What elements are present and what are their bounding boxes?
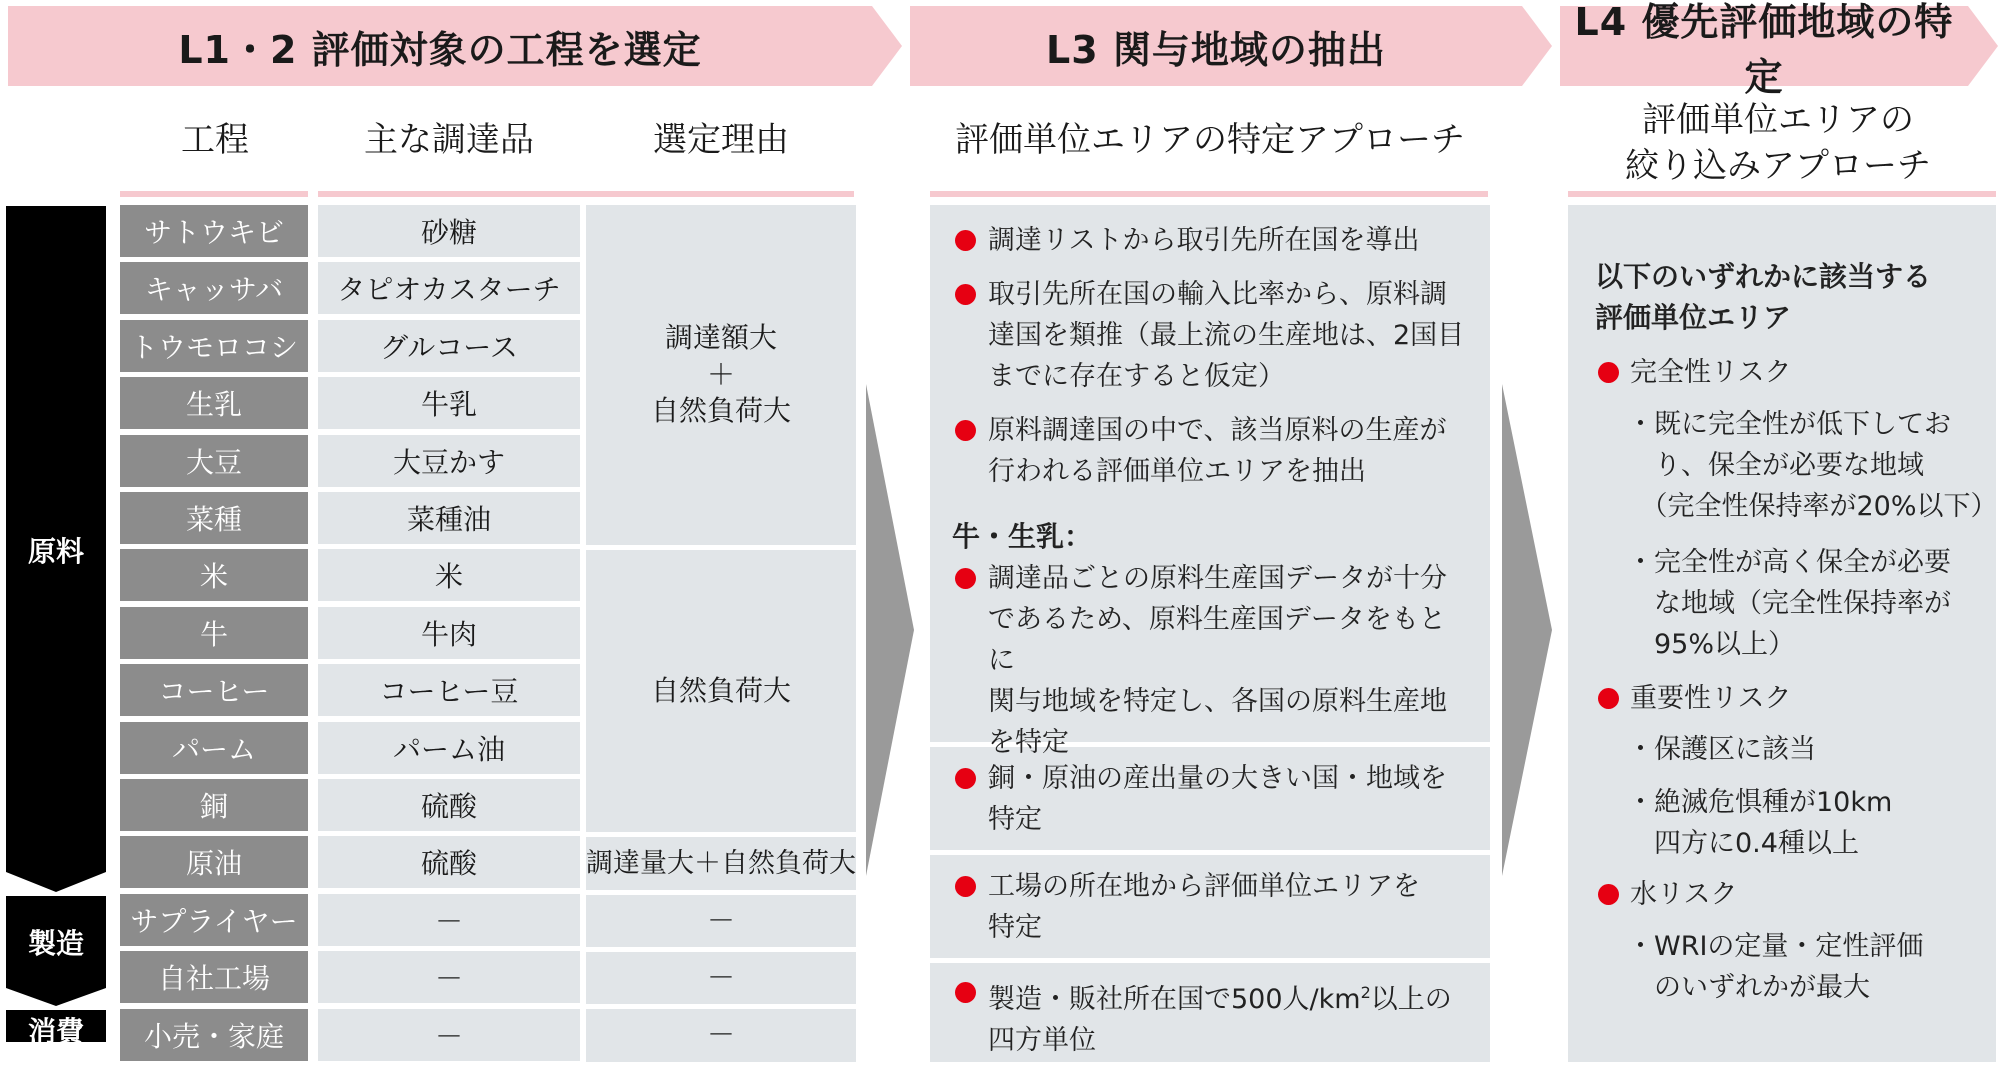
l3-bullet-7-line2: 四方単位 [988,1025,1096,1056]
l3-bullet-7-sup: 2 [1360,983,1371,1002]
stage-title-l12: L1・2 評価対象の工程を選定 [178,27,702,72]
bullet-icon [955,768,976,789]
category-label-raw: 原料 [27,535,84,568]
item-cell: 米 [318,549,580,601]
item-cell: － [318,1009,580,1061]
header-reason: 選定理由 [653,120,789,161]
l4-risk-integrity-b: ・完全性が高く保全が必要 な地域（完全性保持率が 95%以上） [1627,547,1951,660]
reason-cell-group3: 調達量大＋自然負荷大 [586,837,856,890]
l4-risk-water-a: ・WRIの定量・定性評価 のいずれかが最大 [1627,931,1924,1003]
header-l4-line1: 評価単位エリアの [1642,100,1914,140]
bullet-icon [955,230,976,251]
bullet-icon [1598,688,1619,709]
flow-arrow-2 [1498,380,1558,900]
process-cell: コーヒー [120,664,308,716]
l4-intro: 以下のいずれかに該当する 評価単位エリア [1595,260,1932,334]
stage-title-l3: L3 関与地域の抽出 [1046,27,1386,72]
item-cell: 菜種油 [318,492,580,544]
reason-cell-group1 [586,205,856,545]
reason-cell-group2: 自然負荷大 [586,550,856,832]
item-cell: － [318,894,580,946]
reason-cell-dash3: － [586,1009,856,1062]
l4-risk-importance: 重要性リスク [1630,683,1792,714]
process-cell: 大豆 [120,435,308,487]
underline-l3 [930,191,1488,197]
reason-cell-dash2: － [586,952,856,1004]
process-cell: 牛 [120,607,308,659]
underline-l4 [1568,191,1996,197]
item-cell: 牛乳 [318,377,580,429]
process-cell: 銅 [120,779,308,831]
l3-bullet-7-pre: 製造・販社所在国で500人/km [988,984,1361,1015]
l3-bullet-2: 取引先所在国の輸入比率から、原料調 達国を類推（最上流の生産地は、2国目 までに存在すると仮定） [988,279,1465,392]
bullet-icon [955,284,976,305]
l4-risk-water: 水リスク [1630,879,1738,910]
underline-process [120,191,308,197]
category-label-consume: 消費 [27,1015,84,1048]
item-cell: 硫酸 [318,779,580,831]
item-cell: タピオカスターチ [318,262,580,314]
header-l4-line2: 絞り込みアプローチ [1625,145,1931,186]
header-l3: 評価単位エリアの特定アプローチ [955,120,1465,161]
process-cell: 生乳 [120,377,308,429]
l3-bullet-1: 調達リストから取引先所在国を導出 [988,225,1420,256]
bullet-icon [955,876,976,897]
item-cell: パーム油 [318,722,580,774]
bullet-icon [955,982,976,1003]
category-label-mfg: 製造 [27,927,84,960]
flow-arrow-1 [862,380,922,900]
l4-risk-integrity-a: ・既に完全性が低下してお り、保全が必要な地域 （完全性保持率が20%以下） [1627,409,1998,522]
bullet-icon [955,568,976,589]
l3-bullet-4: 調達品ごとの原料生産国データが十分 であるため、原料生産国データをもとに 関与地域を特定し、各国の原料生産地 を特定 [988,563,1447,758]
process-cell: 米 [120,549,308,601]
bullet-icon [955,420,976,441]
item-cell: 牛肉 [318,607,580,659]
bullet-icon [1598,884,1619,905]
reason-group1-line1: 調達額大 [664,321,777,355]
l3-bullet-7-post: 以上の [1370,984,1452,1015]
item-cell: 硫酸 [318,836,580,888]
item-cell: 大豆かす [318,435,580,487]
process-cell: サプライヤー [120,894,308,946]
l4-risk-importance-b: ・絶滅危惧種が10km 四方に0.4種以上 [1627,787,1893,859]
header-l4 [1568,98,1988,188]
process-cell: キャッサバ [120,262,308,314]
process-cell: 小売・家庭 [120,1009,308,1061]
l4-risk-importance-a: ・保護区に該当 [1627,734,1816,765]
reason-cell-dash1: － [586,895,856,947]
l3-cattle-heading: 牛・生乳： [952,520,1093,553]
reason-group1-line3: 自然負荷大 [650,394,791,428]
header-process: 工程 [181,120,249,161]
process-cell: トウモロコシ [120,320,308,372]
l3-bullet-7 [988,972,1478,1061]
stage-title-l4: L4 優先評価地域の特定 [1574,0,1954,99]
header-items: 主な調達品 [364,120,534,161]
process-cell: パーム [120,722,308,774]
underline-items-reason [318,191,854,197]
item-cell: コーヒー豆 [318,664,580,716]
l3-bullet-6: 工場の所在地から評価単位エリアを 特定 [988,871,1420,943]
bullet-icon [1598,362,1619,383]
l3-bullet-5: 銅・原油の産出量の大きい国・地域を 特定 [988,763,1447,835]
process-cell: 自社工場 [120,951,308,1003]
item-cell: － [318,951,580,1003]
item-cell: グルコース [318,320,580,372]
reason-group1-line2: ＋ [706,357,735,391]
process-cell: 菜種 [120,492,308,544]
process-cell: サトウキビ [120,205,308,257]
l3-bullet-3: 原料調達国の中で、該当原料の生産が 行われる評価単位エリアを抽出 [988,415,1447,487]
item-cell: 砂糖 [318,205,580,257]
l4-risk-integrity: 完全性リスク [1630,357,1792,388]
process-cell: 原油 [120,836,308,888]
